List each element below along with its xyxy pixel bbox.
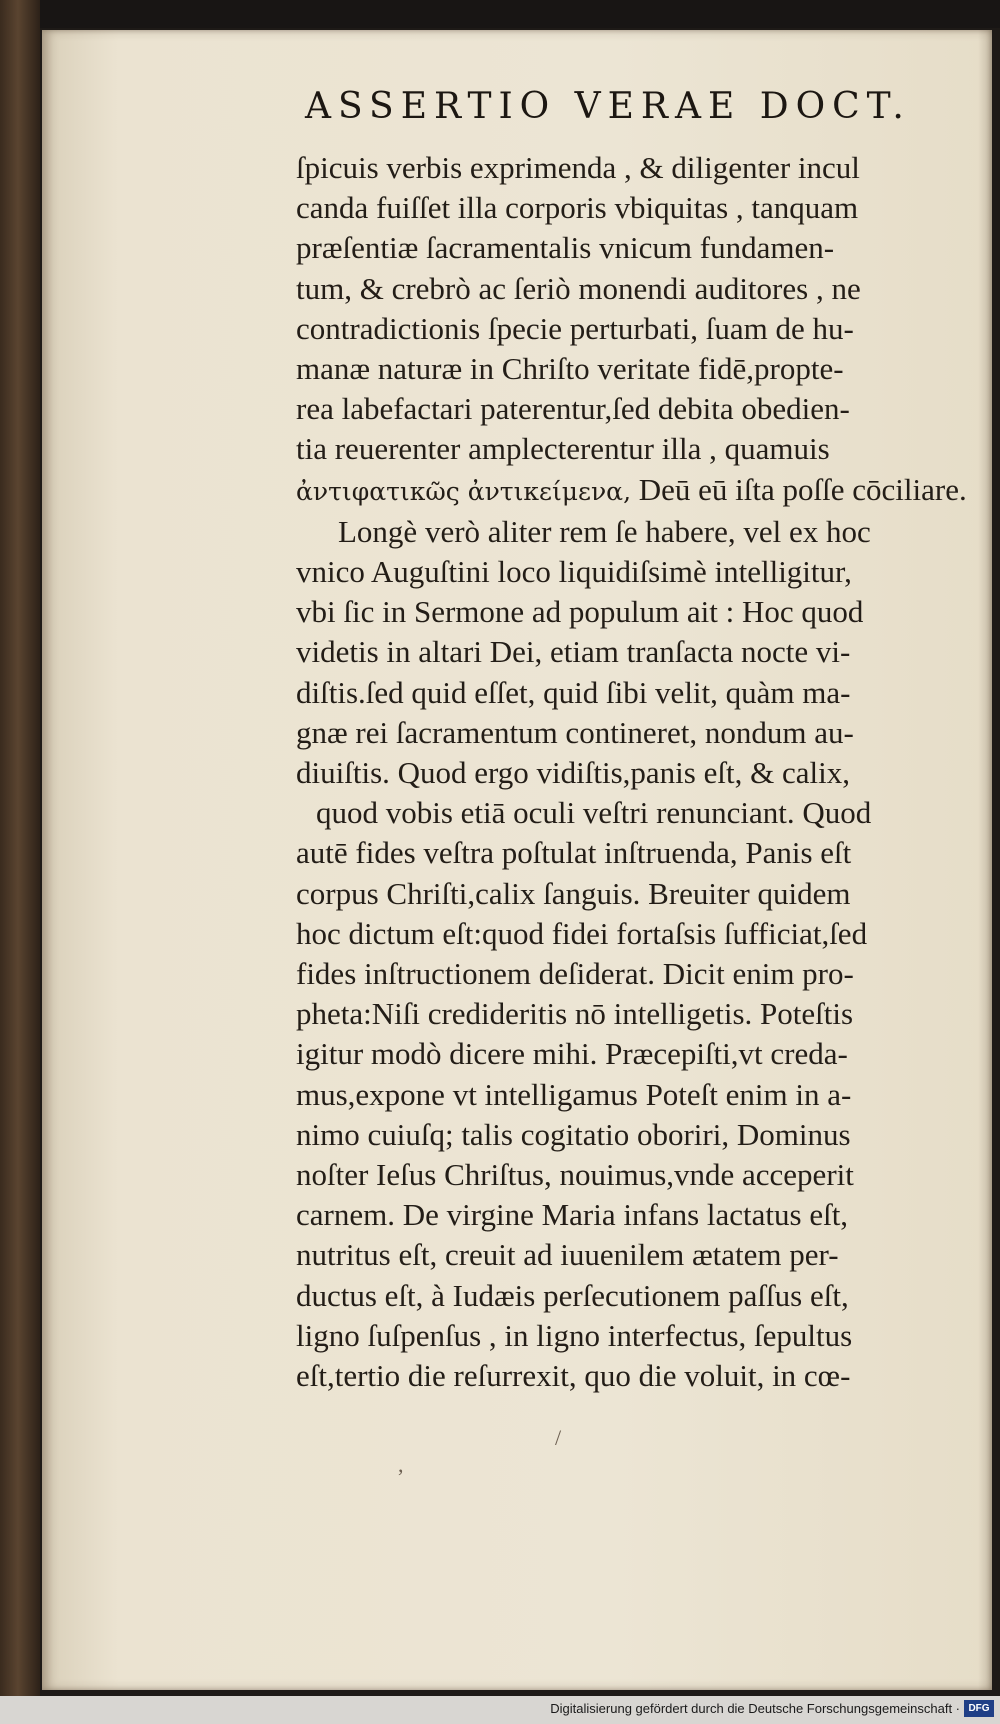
text-line: contradictionis ſpecie perturbati, ſuam de hu- xyxy=(296,310,854,346)
body-text xyxy=(296,148,984,1396)
text-line: hoc dictum eſt:quod fidei fortaſsis ſufficiat,ſed xyxy=(296,915,868,951)
page-blemish: / xyxy=(555,1425,562,1450)
text-line: canda fuiſſet illa corporis vbiquitas , tanquam xyxy=(296,190,859,226)
text-line: rea labefactari paterentur,ſed debita obedien- xyxy=(296,391,850,427)
text-line: eſt,tertio die reſurrexit, quo die voluit, in cœ- xyxy=(296,1358,851,1394)
page-blemish: , xyxy=(398,1452,404,1477)
greek-phrase: ἀντιφατικῶς ἀντικείμενα, xyxy=(296,476,632,506)
text-line: præſentiæ ſacramentalis vnicum fundamen- xyxy=(296,230,835,266)
scan-top-border xyxy=(0,0,1000,28)
text-line: ſpicuis verbis exprimenda , & diligenter incul xyxy=(296,150,860,185)
text-line: nimo cuiuſq; talis cogitatio oboriri, Dominus xyxy=(296,1116,851,1152)
text-line: pheta:Niſi credideritis nō intelligetis. Poteſtis xyxy=(296,996,854,1032)
greek-text-line xyxy=(296,470,984,512)
text-line: tum, & crebrò ac ſeriò monendi auditores , ne xyxy=(296,270,861,306)
text-line: videtis in altari Dei, etiam tranſacta nocte vi- xyxy=(296,634,851,670)
text-line: manæ naturæ in Chriſto veritate fidē,propte- xyxy=(296,351,844,387)
running-head: ASSERTIO VERAE DOCT. xyxy=(305,86,911,127)
book-binding xyxy=(0,0,40,1724)
text-line: noſter Ieſus Chriſtus, nouimus,vnde acceperit xyxy=(296,1157,854,1193)
text-line: nutritus eſt, creuit ad iuuenilem ætatem per- xyxy=(296,1237,839,1273)
text-line: fides inſtructionem deſiderat. Dicit enim pro- xyxy=(296,956,854,992)
text-line: tia reuerenter amplecterentur illa , quamuis xyxy=(296,431,830,467)
paragraph-first-line: Longè verò aliter rem ſe habere, vel ex hoc xyxy=(338,513,871,549)
text-line: corpus Chriſti,calix ſanguis. Breuiter quidem xyxy=(296,875,851,911)
text-line: diſtis.ſed quid eſſet, quid ſibi velit, quàm ma- xyxy=(296,674,851,710)
text-line: ductus eſt, à Iudæis perſecutionem paſſus eſt, xyxy=(296,1277,849,1313)
latin-phrase: Deū eū iſta poſſe cōciliare. xyxy=(631,471,967,507)
text-line: gnæ rei ſacramentum contineret, nondum au- xyxy=(296,714,854,750)
text-line: autē fides veſtra poſtulat inſtruenda, Panis eſt xyxy=(296,835,852,871)
text-line: igitur modò dicere mihi. Præcepiſti,vt creda- xyxy=(296,1036,848,1072)
text-line: quod vobis etiā oculi veſtri renunciant. Quod xyxy=(316,795,872,831)
text-line: carnem. De virgine Maria infans lactatus eſt, xyxy=(296,1197,849,1233)
text-line: vnico Auguſtini loco liquidiſsimè intelligitur, xyxy=(296,554,852,590)
text-line: ligno ſuſpenſus , in ligno interfectus, ſepultus xyxy=(296,1317,853,1353)
funding-credit: Digitalisierung gefördert durch die Deutsche Forschungsgemeinschaft · xyxy=(550,1701,960,1716)
text-line: vbi ſic in Sermone ad populum ait : Hoc quod xyxy=(296,594,864,630)
text-line: diuiſtis. Quod ergo vidiſtis,panis eſt, & calix, xyxy=(296,755,850,791)
dfg-logo: DFG xyxy=(964,1700,994,1717)
text-line: mus,expone vt intelligamus Poteſt enim in a- xyxy=(296,1076,852,1112)
